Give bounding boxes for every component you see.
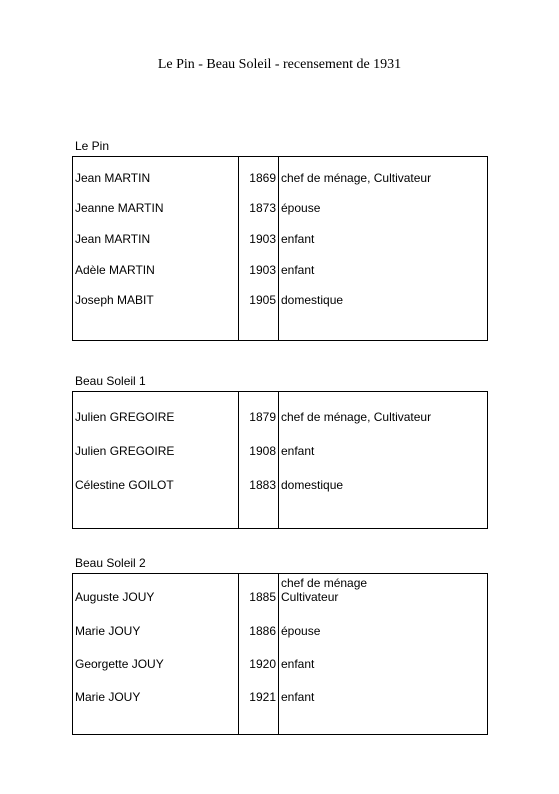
birth-year: 1920 (249, 657, 276, 671)
person-name: Jean MARTIN (75, 171, 151, 185)
page-title: Le Pin - Beau Soleil - recensement de 1931 (157, 57, 402, 72)
person-role: enfant (281, 444, 315, 458)
person-name: Jean MARTIN (75, 232, 151, 246)
person-role: enfant (281, 263, 315, 277)
person-name: Marie JOUY (75, 624, 141, 638)
person-role: épouse (281, 201, 321, 215)
table-row (73, 410, 487, 424)
birth-year: 1879 (249, 410, 276, 424)
person-role: enfant (281, 690, 315, 704)
table-row (73, 201, 487, 215)
section-label-beau-soleil-1: Beau Soleil 1 (75, 374, 146, 388)
table-row (73, 624, 487, 638)
person-name: Joseph MABIT (75, 293, 154, 307)
person-role: épouse (281, 624, 321, 638)
household-table-beau-soleil-2 (72, 573, 488, 735)
birth-year: 1903 (249, 232, 276, 246)
table-row (73, 232, 487, 246)
person-name: Georgette JOUY (75, 657, 164, 671)
table-row (73, 293, 487, 307)
person-name: Marie JOUY (75, 690, 141, 704)
person-role (281, 576, 367, 604)
person-role: domestique (281, 293, 344, 307)
table-row (73, 171, 487, 185)
person-role: enfant (281, 232, 315, 246)
birth-year: 1873 (249, 201, 276, 215)
birth-year: 1886 (249, 624, 276, 638)
household-table-le-pin (72, 156, 488, 341)
birth-year: 1908 (249, 444, 276, 458)
birth-year: 1869 (249, 171, 276, 185)
person-role: chef de ménage, Cultivateur (281, 410, 432, 424)
table-row (73, 263, 487, 277)
person-name: Célestine GOILOT (75, 478, 174, 492)
role-line-1: chef de ménage (281, 576, 368, 590)
person-name: Adèle MARTIN (75, 263, 155, 277)
person-role: domestique (281, 478, 344, 492)
birth-year: 1921 (249, 690, 276, 704)
table-row (73, 657, 487, 671)
household-table-beau-soleil-1 (72, 391, 488, 529)
table-row (73, 576, 487, 604)
person-name: Julien GREGOIRE (75, 444, 175, 458)
table-row (73, 444, 487, 458)
birth-year: 1885 (249, 590, 276, 604)
person-role: chef de ménage, Cultivateur (281, 171, 432, 185)
birth-year: 1883 (249, 478, 276, 492)
person-role: enfant (281, 657, 315, 671)
birth-year: 1905 (249, 293, 276, 307)
person-name: Julien GREGOIRE (75, 410, 175, 424)
person-name: Auguste JOUY (75, 590, 155, 604)
section-label-beau-soleil-2: Beau Soleil 2 (75, 556, 146, 570)
birth-year: 1903 (249, 263, 276, 277)
person-name: Jeanne MARTIN (75, 201, 164, 215)
role-line-2: Cultivateur (281, 590, 339, 604)
table-row (73, 690, 487, 704)
section-label-le-pin: Le Pin (75, 139, 110, 153)
table-row (73, 478, 487, 492)
